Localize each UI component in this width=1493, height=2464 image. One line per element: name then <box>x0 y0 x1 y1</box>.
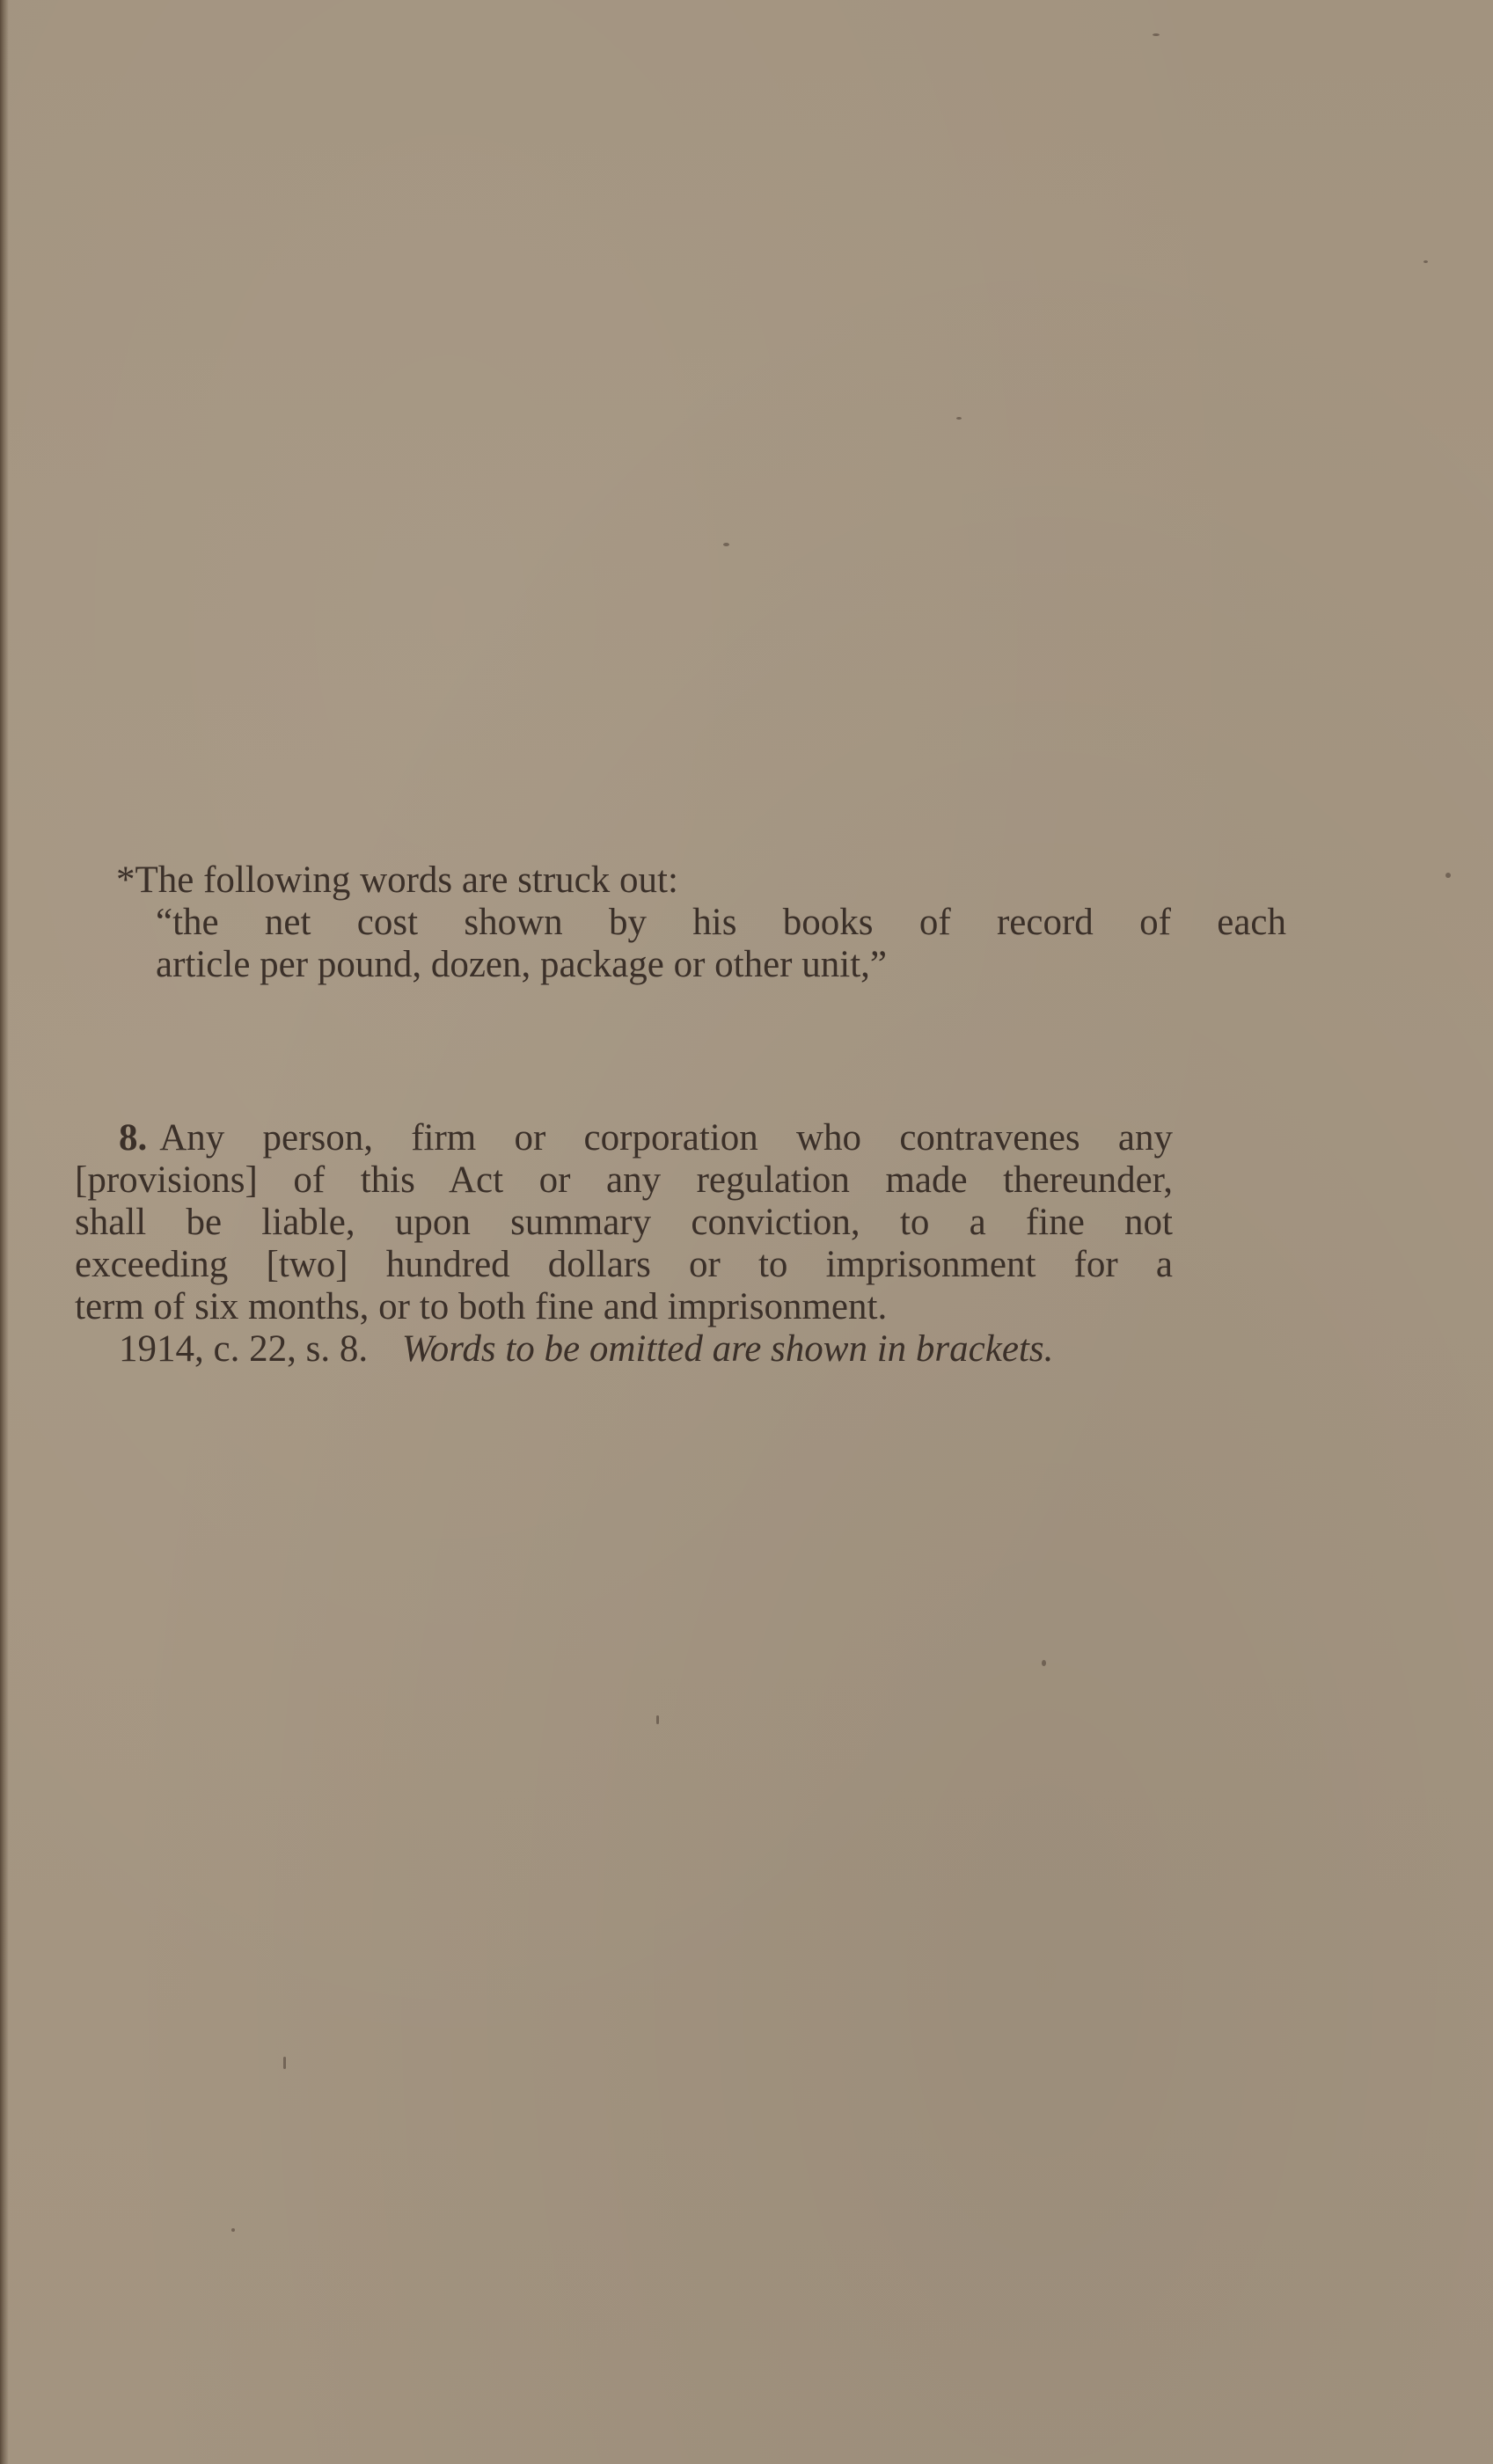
paper-speck <box>283 2057 286 2069</box>
paper-speck <box>1042 1660 1046 1666</box>
paper-speck <box>231 2228 235 2232</box>
section-line: term of six months, or to both fine and imprisonment. <box>75 1286 888 1327</box>
section-line: Any person, firm or corporation who contravenes any <box>159 1117 1173 1159</box>
section-citation-line <box>119 1328 1053 1371</box>
section-citation: 1914, c. 22, s. 8. <box>119 1328 369 1370</box>
footnote-block <box>116 859 1286 1000</box>
paper-speck <box>723 543 729 546</box>
section-number: 8. <box>119 1117 148 1159</box>
footnote-quote-line: “the net cost shown by his books of record of each <box>156 902 1286 943</box>
section-8-block <box>75 1117 1173 1381</box>
brackets-note: Words to be omitted are shown in brackets. <box>401 1328 1054 1370</box>
footnote-intro: *The following words are struck out: <box>116 859 678 901</box>
paper-speck <box>1153 33 1160 36</box>
section-line: [provisions] of this Act or any regulation made thereunder, <box>75 1159 1173 1201</box>
footnote-quote-line: article per pound, dozen, package or other unit,” <box>156 944 887 985</box>
section-line: exceeding [two] hundred dollars or to imprisonment for a <box>75 1244 1173 1285</box>
section-line: shall be liable, upon summary conviction, to a fine not <box>75 1202 1173 1243</box>
section-first-line <box>119 1117 1173 1159</box>
paper-speck <box>1445 873 1451 878</box>
paper-speck <box>1423 260 1428 263</box>
page-binding-edge <box>0 0 9 2464</box>
paper-speck <box>656 1715 659 1724</box>
paper-speck <box>956 417 962 420</box>
